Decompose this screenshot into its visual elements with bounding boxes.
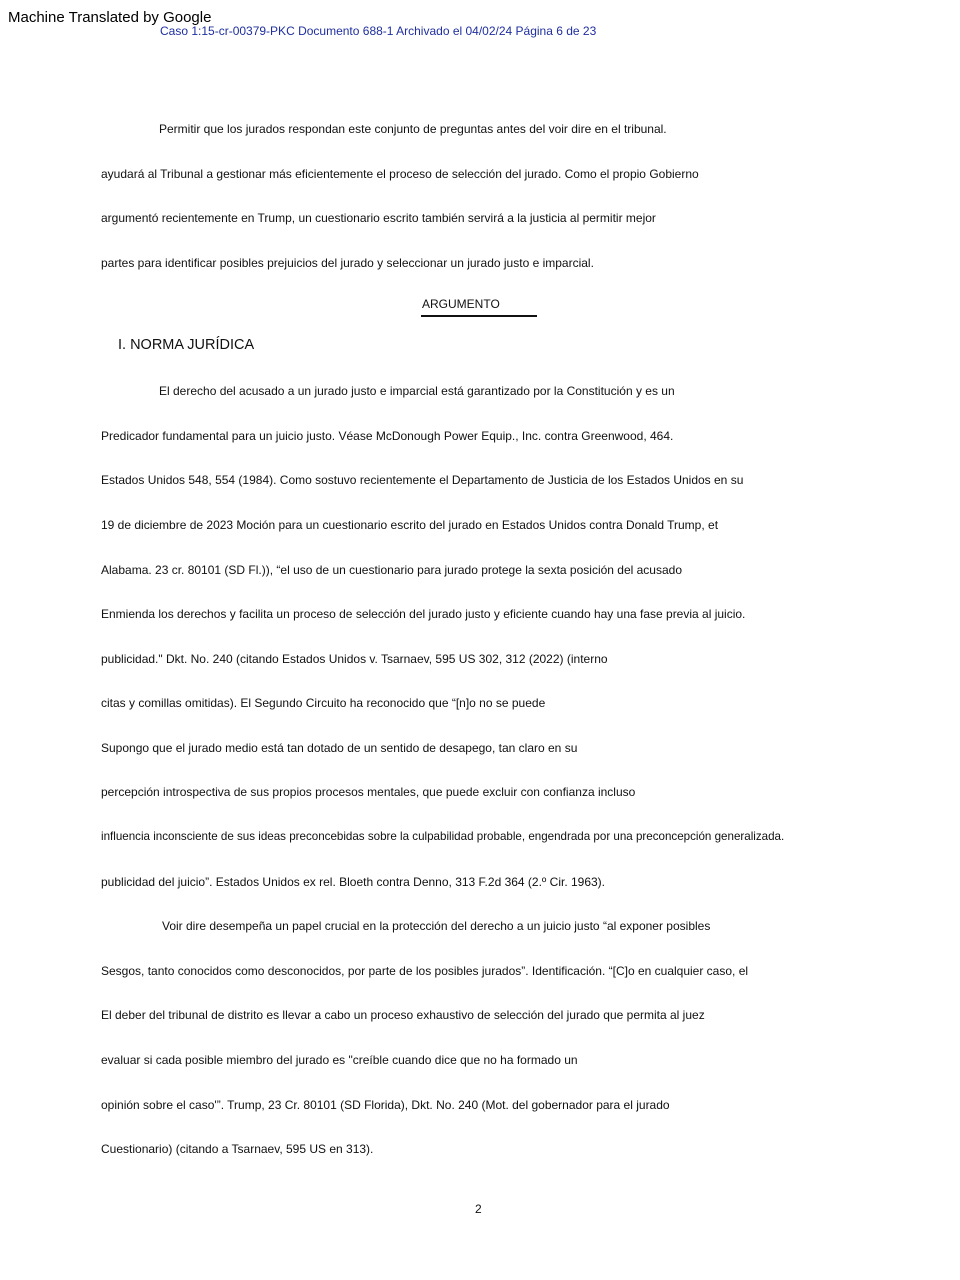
text-line: Enmienda los derechos y facilita un proceso de selección del jurado justo y eficiente cuando hay una fase previa al juicio. — [101, 607, 746, 621]
text-line: Predicador fundamental para un juicio justo. Véase McDonough Power Equip., Inc. contra Greenwood, 464. — [101, 429, 674, 443]
text-line: ayudará al Tribunal a gestionar más eficientemente el proceso de selección del jurado. Como el propio Gobierno — [101, 167, 699, 181]
text-line: influencia inconsciente de sus ideas preconcebidas sobre la culpabilidad probable, engendrada por una preconcepción generalizada. — [101, 830, 785, 843]
text-line: percepción introspectiva de sus propios procesos mentales, que puede excluir con confianza incluso — [101, 785, 636, 799]
machine-translation-label: Machine Translated by Google — [8, 9, 212, 26]
text-line: evaluar si cada posible miembro del jurado es "creíble cuando dice que no ha formado un — [101, 1053, 578, 1067]
text-line: El derecho del acusado a un jurado justo e imparcial está garantizado por la Constitución y es un — [159, 384, 675, 398]
text-line: Permitir que los jurados respondan este conjunto de preguntas antes del voir dire en el tribunal. — [159, 122, 667, 136]
page-number: 2 — [475, 1202, 482, 1216]
text-line: 19 de diciembre de 2023 Moción para un cuestionario escrito del jurado en Estados Unidos contra Donald Trump, et — [101, 518, 719, 532]
text-line: El deber del tribunal de distrito es llevar a cabo un proceso exhaustivo de selección del jurado que permita al juez — [101, 1008, 705, 1022]
case-header: Caso 1:15-cr-00379-PKC Documento 688-1 Archivado el 04/02/24 Página 6 de 23 — [160, 24, 597, 38]
text-line: opinión sobre el caso'”. Trump, 23 Cr. 80101 (SD Florida), Dkt. No. 240 (Mot. del gobernador para el jurado — [101, 1098, 670, 1112]
text-line: Voir dire desempeña un papel crucial en la protección del derecho a un juicio justo “al exponer posibles — [162, 919, 711, 933]
text-line: Alabama. 23 cr. 80101 (SD Fl.)), “el uso de un cuestionario para jurado protege la sexta posición del acusado — [101, 563, 683, 577]
subsection-heading: I. NORMA JURÍDICA — [118, 337, 255, 353]
text-line: Supongo que el jurado medio está tan dotado de un sentido de desapego, tan claro en su — [101, 741, 578, 755]
text-line: Sesgos, tanto conocidos como desconocidos, por parte de los posibles jurados”. Identificación. “[C]o en cualquier caso, el — [101, 964, 749, 978]
text-line: citas y comillas omitidas). El Segundo Circuito ha reconocido que “[n]o no se puede — [101, 696, 546, 710]
section-heading: ARGUMENTO — [422, 297, 500, 311]
text-line: publicidad." Dkt. No. 240 (citando Estados Unidos v. Tsarnaev, 595 US 302, 312 (2022) (interno — [101, 652, 608, 666]
text-line: argumentó recientemente en Trump, un cuestionario escrito también servirá a la justicia al permitir mejor — [101, 211, 656, 225]
text-line: Estados Unidos 548, 554 (1984). Como sostuvo recientemente el Departamento de Justicia de los Estados Unidos en su — [101, 473, 744, 487]
text-line: publicidad del juicio”. Estados Unidos ex rel. Bloeth contra Denno, 313 F.2d 364 (2.º Cir. 1963). — [101, 875, 606, 889]
text-line: Cuestionario) (citando a Tsarnaev, 595 US en 313). — [101, 1142, 374, 1156]
text-line: partes para identificar posibles prejuicios del jurado y seleccionar un jurado justo e imparcial. — [101, 256, 594, 270]
heading-underline — [421, 315, 537, 317]
